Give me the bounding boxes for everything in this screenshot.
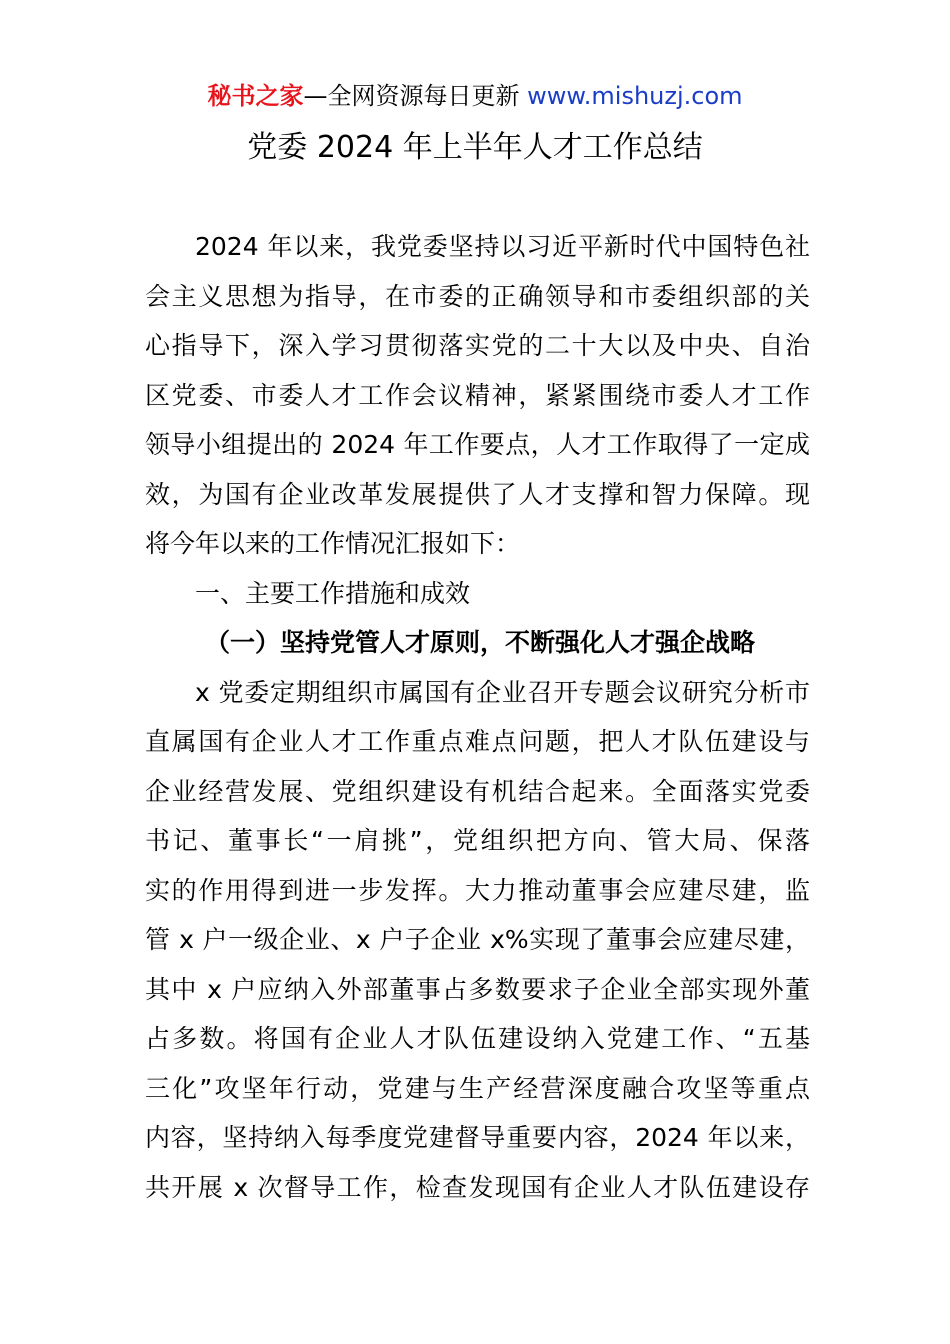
document-title: 党委 2024 年上半年人才工作总结 — [247, 130, 703, 165]
document-body — [145, 222, 810, 1212]
paragraph-line: 直属国有企业人才工作重点难点问题，把人才队伍建设与 — [145, 727, 810, 756]
paragraph-line: 内容，坚持纳入每季度党建督导重要内容，2024 年以来， — [145, 1123, 810, 1152]
paragraph-line: 实的作用得到进一步发挥。大力推动董事会应建尽建，监 — [145, 875, 810, 905]
paragraph-line: 企业经营发展、党组织建设有机结合起来。全面落实党委 — [145, 776, 810, 806]
paragraph-line: 管 x 户一级企业、x 户子企业 x%实现了董事会应建尽建， — [145, 925, 810, 954]
paragraph-line: 三化”攻坚年行动，党建与生产经营深度融合攻坚等重点 — [145, 1073, 810, 1103]
subsection-heading: （一）坚持党管人才原则，不断强化人才强企战略 — [205, 628, 756, 657]
paragraph-line: 共开展 x 次督导工作，检查发现国有企业人才队伍建设存 — [145, 1172, 810, 1202]
banner-tagline: —全网资源每日更新 — [303, 82, 520, 110]
paragraph-line: 2024 年以来，我党委坚持以习近平新时代中国特色社 — [195, 232, 810, 261]
paragraph-line: 效，为国有企业改革发展提供了人才支撑和智力保障。现 — [145, 479, 810, 509]
banner-url-link[interactable]: www.mishuzj.com — [527, 82, 743, 110]
paragraph-line: 其中 x 户应纳入外部董事占多数要求子企业全部实现外董 — [145, 974, 810, 1004]
paragraph-line: 领导小组提出的 2024 年工作要点，人才工作取得了一定成 — [145, 430, 810, 459]
paragraph-line: 书记、董事长“一肩挑”，党组织把方向、管大局、保落 — [145, 826, 810, 855]
paragraph-line: 占多数。将国有企业人才队伍建设纳入党建工作、“五基 — [145, 1024, 810, 1053]
paragraph-line: 将今年以来的工作情况汇报如下： — [145, 529, 521, 558]
paragraph-line: 区党委、市委人才工作会议精神，紧紧围绕市委人才工作 — [145, 380, 810, 410]
paragraph-line: 心指导下，深入学习贯彻落实党的二十大以及中央、自治 — [145, 331, 810, 360]
paragraph-line: x 党委定期组织市属国有企业召开专题会议研究分析市 — [195, 677, 810, 707]
site-banner — [0, 80, 950, 112]
paragraph-line: 会主义思想为指导，在市委的正确领导和市委组织部的关 — [145, 281, 810, 311]
section-heading: 一、主要工作措施和成效 — [195, 578, 471, 608]
banner-brand: 秘书之家 — [207, 82, 304, 110]
